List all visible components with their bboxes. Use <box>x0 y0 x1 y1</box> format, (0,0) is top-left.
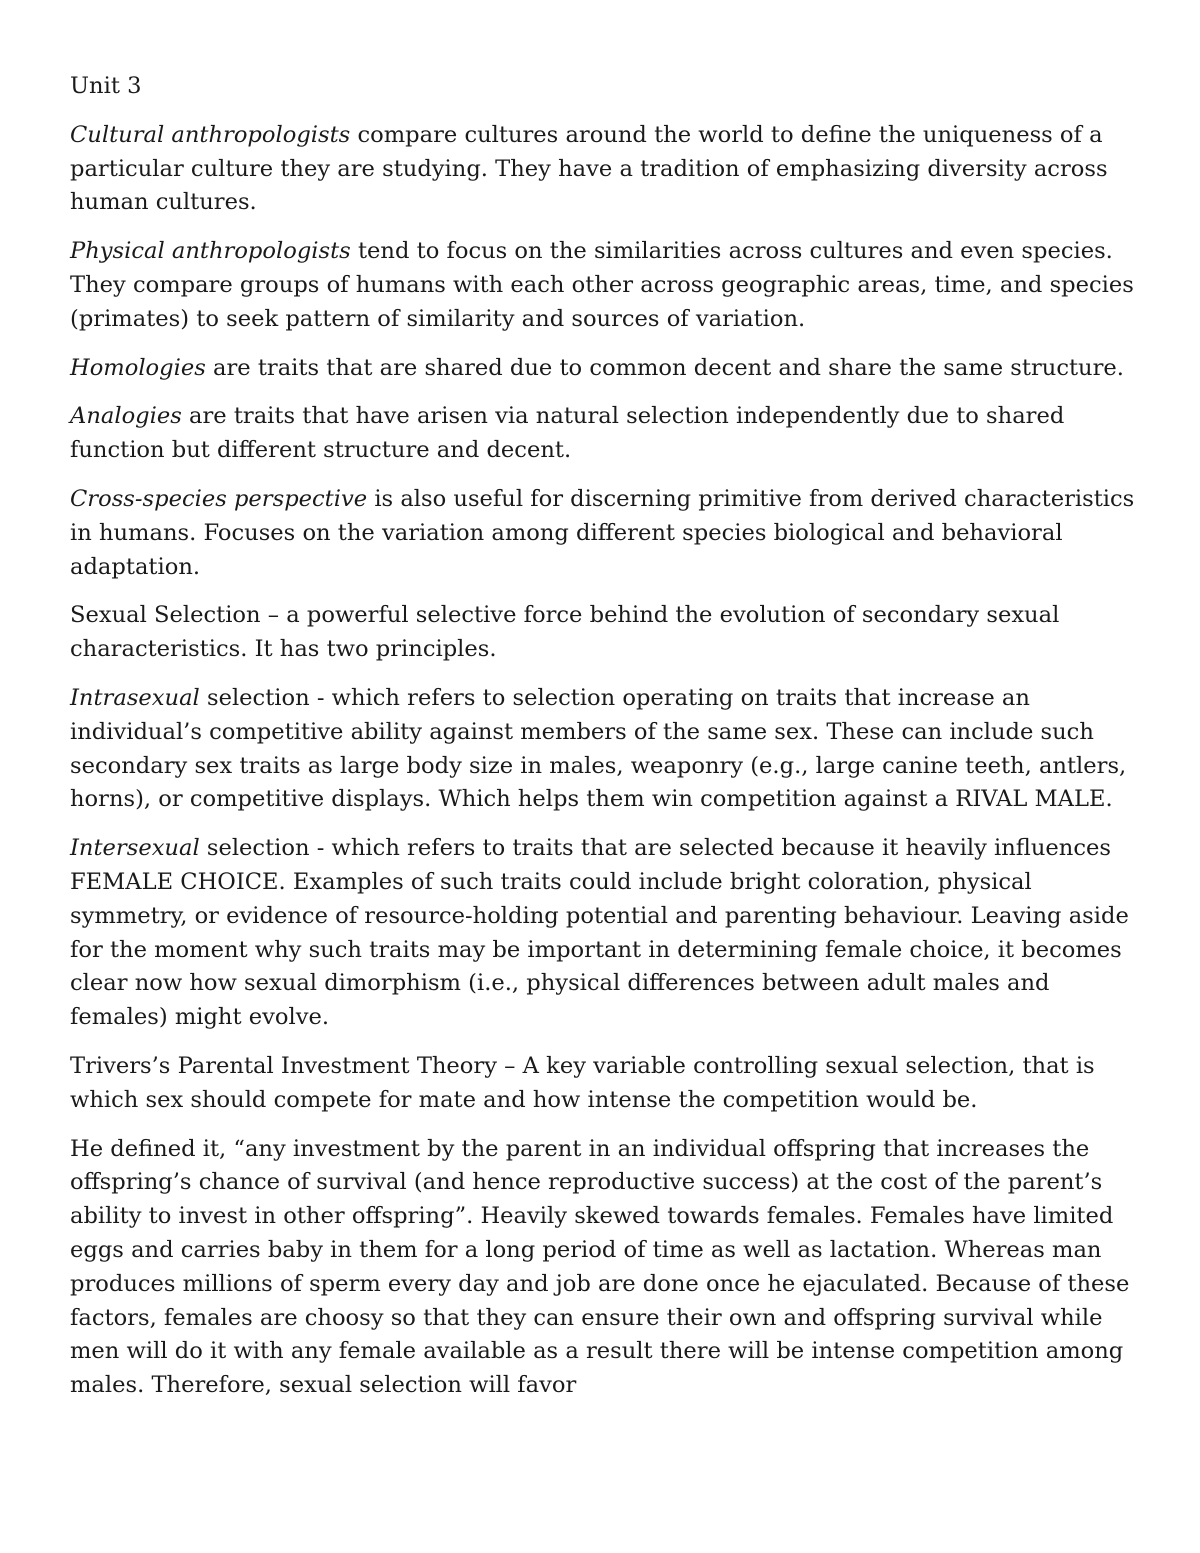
paragraph-text: selection - which refers to traits that are selected because it heavily influences FEMALE CHOICE. Examples of such traits could include bright coloration, physical symmetry, or evidence of resource-holding potential and parenting behaviour. Leaving aside for the moment why such traits may be important in determining female choice, it becomes clear now how sexual dimorphism (i.e., physical differences between adult males and females) might evolve. <box>70 835 1129 1031</box>
paragraph-text: Sexual Selection – a powerful selective force behind the evolution of secondary sexual characteristics. It has two principles. <box>70 602 1060 663</box>
paragraph-text: tend to focus on the similarities across cultures and even species. They compare groups of humans with each other across geographic areas, time, and species (primates) to seek pattern of similarity and sources of variation. <box>70 238 1134 332</box>
document-page <box>70 70 1140 1418</box>
paragraph-sexual-selection <box>70 599 1140 667</box>
paragraph-text: are traits that are shared due to common decent and share the same structure. <box>205 354 1124 381</box>
term-analogies: Analogies <box>70 403 182 430</box>
paragraph-text: He defined it, “any investment by the parent in an individual offspring that increases the offspring’s chance of survival (and hence reproductive success) at the cost of the parent’s ability to invest in other offspring”. Heavily skewed towards females. Females have limited eggs and carries baby in them for a long period of time as well as lactation. Whereas man produces millions of sperm every day and job are done once he ejaculated. Because of these factors, females are choosy so that they can ensure their own and offspring survival while men will do it with any female available as a result there will be intense competition among males. Therefore, sexual selection will favor <box>70 1135 1130 1399</box>
paragraph-analogies <box>70 400 1140 468</box>
paragraph-homologies <box>70 352 1140 386</box>
paragraph-cross-species <box>70 483 1140 584</box>
paragraph-text: are traits that have arisen via natural selection independently due to shared function but different structure and decent. <box>70 403 1065 464</box>
paragraph-text: Trivers’s Parental Investment Theory – A key variable controlling sexual selection, that is which sex should compete for mate and how intense the competition would be. <box>70 1052 1095 1113</box>
term-cultural-anthropologists: Cultural anthropologists <box>70 121 351 148</box>
paragraph-cultural-anthropologists <box>70 119 1140 220</box>
paragraph-parental-investment <box>70 1050 1140 1118</box>
paragraph-text: selection - which refers to selection operating on traits that increase an individual’s competitive ability against members of the same sex. These can include such secondary sex traits as large body size in males, weaponry (e.g., large canine teeth, antlers, horns), or competitive displays. Which helps them win competition against a RIVAL MALE. <box>70 684 1127 813</box>
paragraph-intersexual <box>70 832 1140 1035</box>
term-homologies: Homologies <box>70 354 206 381</box>
paragraph-physical-anthropologists <box>70 235 1140 336</box>
term-physical-anthropologists: Physical anthropologists <box>70 238 351 265</box>
paragraph-definition <box>70 1133 1140 1403</box>
page-title: Unit 3 <box>70 73 142 99</box>
term-intersexual: Intersexual <box>70 835 200 862</box>
paragraph-text: is also useful for discerning primitive from derived characteristics in humans. Focuses on the variation among different species biological and behavioral adaptation. <box>70 485 1135 580</box>
term-intrasexual: Intrasexual <box>70 684 200 711</box>
paragraph-text: compare cultures around the world to define the uniqueness of a particular culture they are studying. They have a tradition of emphasizing diversity across human cultures. <box>70 121 1108 216</box>
term-cross-species-perspective: Cross-species perspective <box>70 485 368 512</box>
paragraph-intrasexual <box>70 682 1140 817</box>
